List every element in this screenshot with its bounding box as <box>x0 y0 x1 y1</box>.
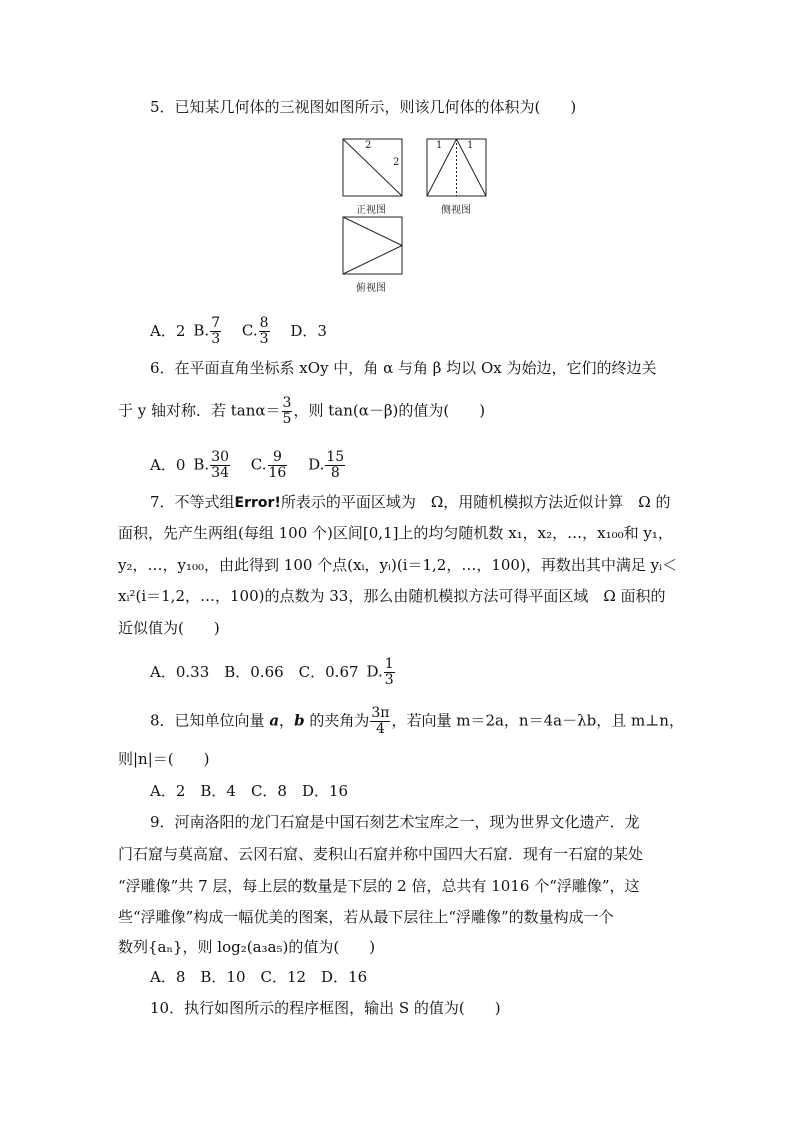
q5-option-a: A．2 <box>150 321 186 340</box>
q5-option-c-frac: $\frac{8}{3}$ <box>259 315 269 347</box>
q9-line5: 数列{aₙ}，则 log₂(a₃a₅)的值为( ) <box>118 938 376 956</box>
q5-stem: 5．已知某几何体的三视图如图所示，则该几何体的体积为( ) <box>150 98 577 116</box>
side-dim-right: 1 <box>467 140 474 151</box>
q8-line1-c: ，若向量 m＝2a，n＝4a－λb，且 m⊥n， <box>391 711 684 730</box>
q9-options: A．8 B．10 C．12 D．16 <box>150 968 368 986</box>
q6-option-d-frac: $\frac{15}{8}$ <box>326 449 345 481</box>
q7-options-abc: A．0.33 B．0.66 C．0.67 <box>150 662 359 681</box>
q5-option-b-label: B. <box>193 321 210 340</box>
q6-option-a: A．0 <box>150 455 186 474</box>
q7-option-d-label: D. <box>366 662 383 681</box>
front-dim-right: 2 <box>393 157 400 168</box>
q9-line1: 9．河南洛阳的龙门石窟是中国石刻艺术宝库之一，现为世界文化遗产．龙 <box>150 813 640 831</box>
q6-frac: $\frac{3}{5}$ <box>282 395 292 427</box>
q6-options <box>150 450 361 481</box>
q8-line1-a: 8．已知单位向量 <box>150 711 270 730</box>
q5-option-c-label: C. <box>241 321 258 340</box>
q7-line1-b: 所表示的平面区域为 Ω，用随机模拟方法近似计算 Ω 的 <box>280 493 671 511</box>
q7-line4: xᵢ²(i＝1,2，…，100)的点数为 33，那么由随机模拟方法可得平面区域 Ω 面积的 <box>118 587 666 605</box>
side-view-label: 侧视图 <box>441 205 471 216</box>
front-dim-top: 2 <box>365 140 372 151</box>
top-view-label: 俯视图 <box>356 283 386 294</box>
q6-option-c-label: C. <box>250 455 267 474</box>
q5-option-b-frac: $\frac{7}{3}$ <box>211 315 221 347</box>
q6-option-d-label: D. <box>308 455 325 474</box>
q7-options <box>150 657 411 688</box>
side-dim-left: 1 <box>436 140 443 151</box>
front-view-figure <box>342 138 404 198</box>
q9-line2: 门石窟与莫高窟、云冈石窟、麦积山石窟并称中国四大石窟．现有一石窟的某处 <box>118 845 644 863</box>
q7-line1 <box>150 492 670 513</box>
q5-option-d: D．3 <box>290 321 327 340</box>
q6-line2-a: 于 y 轴对称．若 tanα＝ <box>118 401 281 420</box>
q8-line1 <box>150 706 684 737</box>
q7-error-text: Error! <box>234 495 281 511</box>
q6-line2 <box>118 396 485 427</box>
q8-frac: $\frac{3\pi}{4}$ <box>371 705 390 737</box>
q9-line3: “浮雕像”共 7 层，每上层的数量是下层的 2 倍，总共有 1016 个“浮雕像”，这 <box>118 877 640 895</box>
q6-line1: 6．在平面直角坐标系 xOy 中，角 α 与角 β 均以 Ox 为始边，它们的终边关 <box>150 359 657 377</box>
q7-option-d-frac: $\frac{1}{3}$ <box>384 656 394 688</box>
q7-line3: y₂，…，y₁₀₀，由此得到 100 个点(xᵢ，yᵢ)(i＝1,2，…，100)，再数出其中满足 yᵢ＜ <box>118 556 678 574</box>
q8-line1-b: 的夹角为 <box>304 711 370 730</box>
q10-stem: 10．执行如图所示的程序框图，输出 S 的值为( ) <box>150 999 501 1017</box>
q7-line5: 近似值为( ) <box>118 619 220 637</box>
q8-line2: 则|n|＝( ) <box>118 750 210 768</box>
q7-line1-a: 7．不等式组 <box>150 493 235 511</box>
q6-option-b-frac: $\frac{30}{34}$ <box>211 449 230 481</box>
q8-options: A．2 B．4 C．8 D．16 <box>150 782 349 800</box>
q8-vector-b: b <box>294 711 305 730</box>
top-view-figure <box>342 216 404 276</box>
front-view-label: 正视图 <box>356 205 386 216</box>
q6-line2-b: ，则 tan(α－β)的值为( ) <box>293 401 486 420</box>
q8-comma: ， <box>279 711 295 730</box>
q6-option-b-label: B. <box>193 455 210 474</box>
q9-line4: 些“浮雕像”构成一幅优美的图案，若从最下层往上“浮雕像”的数量构成一个 <box>118 908 614 926</box>
q6-option-c-frac: $\frac{9}{16}$ <box>268 449 287 481</box>
q5-options <box>150 316 335 347</box>
q8-vector-a: a <box>269 711 280 730</box>
q7-line2: 面积，先产生两组(每组 100 个)区间[0,1]上的均匀随机数 x₁，x₂，…，x₁₀₀和 y₁， <box>118 524 673 542</box>
